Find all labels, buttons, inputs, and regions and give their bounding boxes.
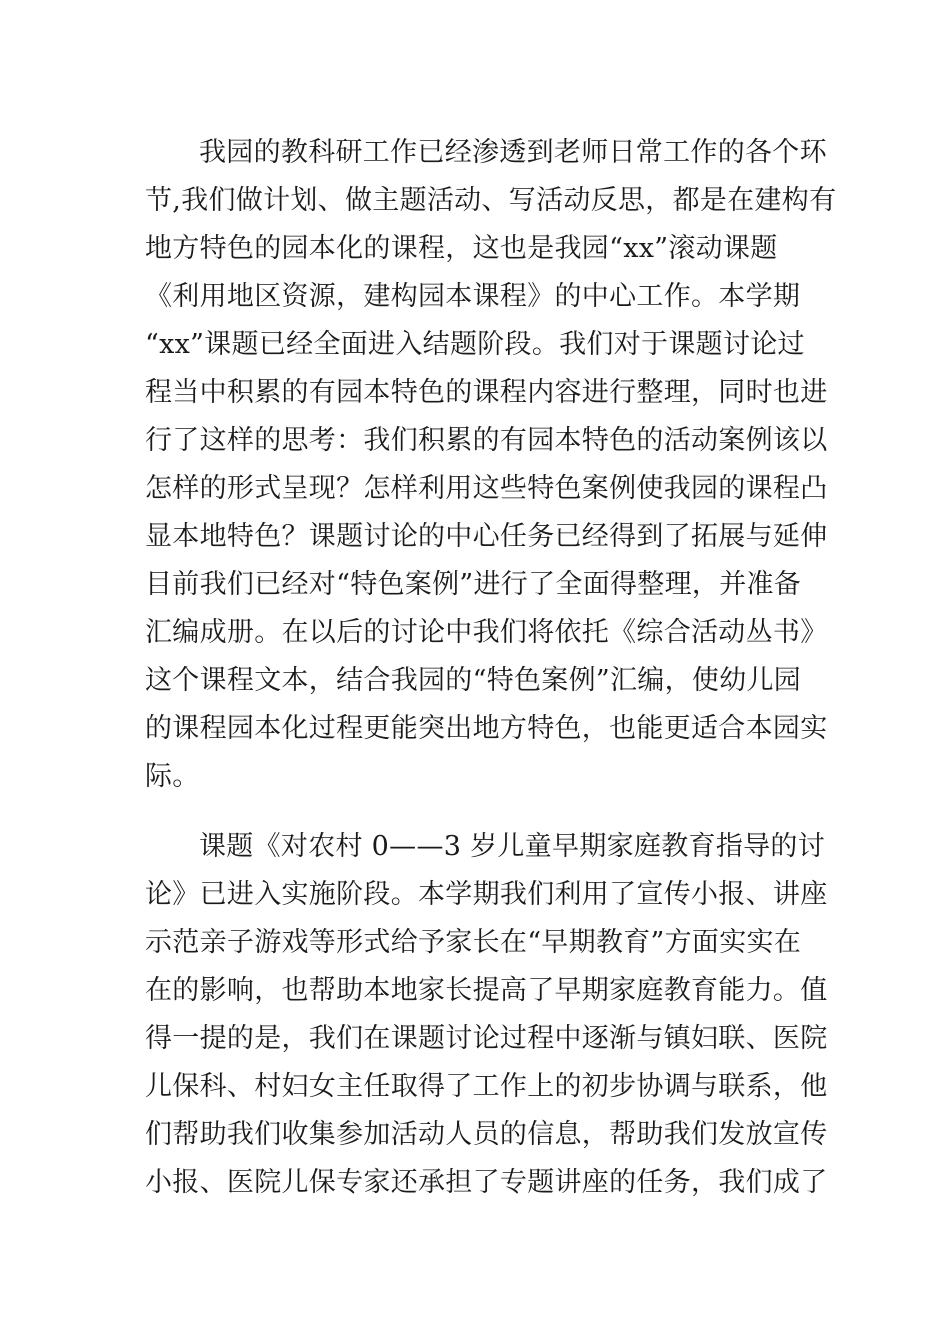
- paragraph-1-line-10: 目前我们已经对“特色案例”进行了全面得整理，并准备: [145, 569, 802, 600]
- paragraph-1-line-5: “xx”课题已经全面进入结题阶段。我们对于课题讨论过: [145, 329, 805, 360]
- paragraph-1-line-3: 地方特色的园本化的课程，这也是我园“xx”滚动课题: [145, 233, 778, 264]
- paragraph-1-line-1: 我园的教科研工作已经渗透到老师日常工作的各个环: [199, 137, 827, 168]
- paragraph-2-line-3: 示范亲子游戏等形式给予家长在“早期教育”方面实实在: [145, 927, 802, 958]
- paragraph-1-line-12: 这个课程文本，结合我园的“特色案例”汇编，使幼儿园: [145, 665, 802, 696]
- paragraph-1-line-2: 节,我们做计划、做主题活动、写活动反思，都是在建构有: [145, 185, 837, 216]
- paragraph-2-line-1: 课题《对农村 0——3 岁儿童早期家庭教育指导的讨: [199, 831, 826, 862]
- paragraph-1-line-11: 汇编成册。在以后的讨论中我们将依托《综合活动丛书》: [145, 617, 828, 648]
- paragraph-1-line-13: 的课程园本化过程更能突出地方特色，也能更适合本园实: [145, 713, 828, 744]
- paragraph-2-line-4: 在的影响，也帮助本地家长提高了早期家庭教育能力。值: [145, 975, 828, 1006]
- paragraph-1-line-9: 显本地特色？课题讨论的中心任务已经得到了拓展与延伸: [145, 521, 828, 552]
- paragraph-2-line-5: 得一提的是，我们在课题讨论过程中逐渐与镇妇联、医院: [145, 1023, 828, 1054]
- paragraph-1-line-7: 行了这样的思考：我们积累的有园本特色的活动案例该以: [145, 425, 828, 456]
- paragraph-2-line-7: 们帮助我们收集参加活动人员的信息，帮助我们发放宣传: [145, 1119, 828, 1150]
- paragraph-2-line-8: 小报、医院儿保专家还承担了专题讲座的任务，我们成了: [145, 1167, 828, 1198]
- paragraph-1-line-6: 程当中积累的有园本特色的课程内容进行整理，同时也进: [145, 377, 828, 408]
- paragraph-2-line-6: 儿保科、村妇女主任取得了工作上的初步协调与联系，他: [145, 1071, 828, 1102]
- paragraph-1-line-14: 际。: [145, 761, 200, 792]
- paragraph-1-line-8: 怎样的形式呈现？怎样利用这些特色案例使我园的课程凸: [145, 473, 828, 504]
- paragraph-2-line-2: 论》已进入实施阶段。本学期我们利用了宣传小报、讲座: [145, 879, 828, 910]
- paragraph-1-line-4: 《利用地区资源，建构园本课程》的中心工作。本学期: [145, 281, 801, 312]
